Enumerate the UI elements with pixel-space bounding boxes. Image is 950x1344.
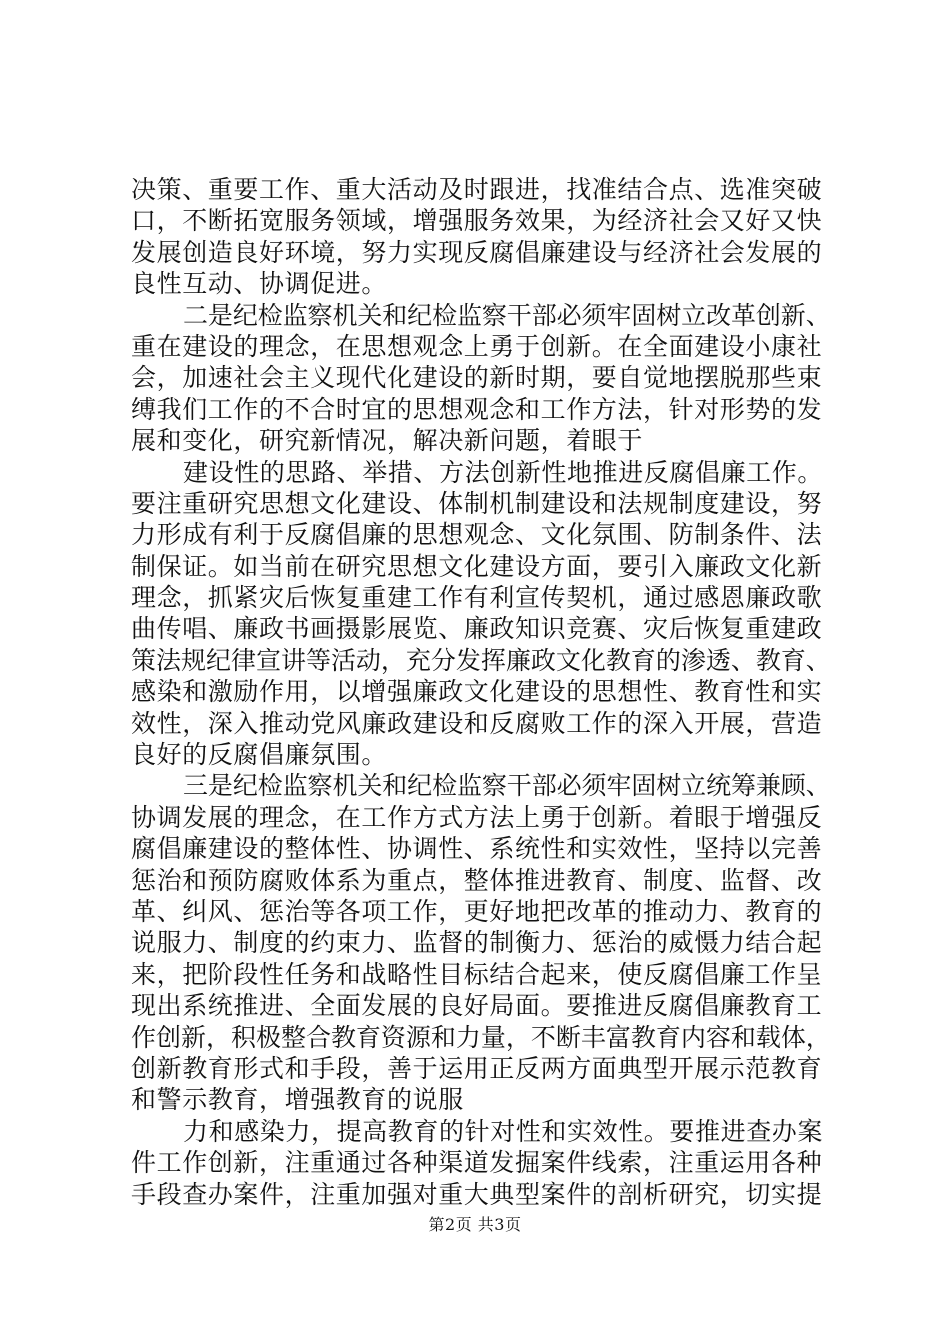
text-line: 来，把阶段性任务和战略性目标结合起来，使反腐倡廉工作呈	[131, 959, 823, 989]
text-line: 创新教育形式和手段，善于运用正反两方面典型开展示范教育	[131, 1053, 823, 1083]
text-line: 展和变化，研究新情况，解决新问题，着眼于	[131, 426, 644, 456]
text-line: 协调发展的理念，在工作方式方法上勇于创新。着眼于增强反	[131, 802, 823, 832]
text-line: 缚我们工作的不合时宜的思想观念和工作方法，针对形势的发	[131, 394, 823, 424]
text-line: 现出系统推进、全面发展的良好局面。要推进反腐倡廉教育工	[131, 991, 823, 1021]
text-line: 制保证。如当前在研究思想文化建设方面，要引入廉政文化新	[131, 551, 823, 581]
text-line: 发展创造良好环境，努力实现反腐倡廉建设与经济社会发展的	[131, 237, 823, 267]
text-line: 口，不断拓宽服务领域，增强服务效果，为经济社会又好又快	[131, 206, 823, 236]
text-line: 作创新，积极整合教育资源和力量，不断丰富教育内容和载体，	[131, 1022, 831, 1052]
text-line: 良好的反腐倡廉氛围。	[131, 740, 388, 770]
text-line: 力和感染力，提高教育的针对性和实效性。要推进查办案	[183, 1116, 824, 1146]
text-line: 效性，深入推动党风廉政建设和反腐败工作的深入开展，营造	[131, 708, 823, 738]
text-line: 决策、重要工作、重大活动及时跟进，找准结合点、选准突破	[131, 175, 823, 204]
text-line: 要注重研究思想文化建设、体制机制建设和法规制度建设，努	[131, 488, 823, 518]
text-line: 重在建设的理念，在思想观念上勇于创新。在全面建设小康社	[131, 331, 823, 361]
text-line: 腐倡廉建设的整体性、协调性、系统性和实效性，坚持以完善	[131, 834, 823, 864]
text-line: 良性互动、协调促进。	[131, 269, 388, 299]
text-line: 建设性的思路、举措、方法创新性地推进反腐倡廉工作。	[183, 457, 824, 487]
text-line: 曲传唱、廉政书画摄影展览、廉政知识竞赛、灾后恢复重建政	[131, 614, 823, 644]
text-line: 革、纠风、惩治等各项工作，更好地把改革的推动力、教育的	[131, 896, 823, 926]
text-line: 感染和激励作用，以增强廉政文化建设的思想性、教育性和实	[131, 677, 823, 707]
text-line: 力形成有利于反腐倡廉的思想观念、文化氛围、防制条件、法	[131, 520, 823, 550]
text-line: 件工作创新，注重通过各种渠道发掘案件线索，注重运用各种	[131, 1148, 823, 1178]
text-line: 和警示教育，增强教育的说服	[131, 1085, 464, 1115]
text-line: 惩治和预防腐败体系为重点，整体推进教育、制度、监督、改	[131, 865, 823, 895]
text-line: 理念，抓紧灾后恢复重建工作有利宣传契机，通过感恩廉政歌	[131, 583, 823, 613]
text-line: 说服力、制度的约束力、监督的制衡力、惩治的威慑力结合起	[131, 928, 823, 958]
document-body	[131, 174, 831, 1210]
text-line: 二是纪检监察机关和纪检监察干部必须牢固树立改革创新、	[183, 300, 831, 330]
text-line: 三是纪检监察机关和纪检监察干部必须牢固树立统筹兼顾、	[183, 771, 831, 801]
text-line: 手段查办案件，注重加强对重大典型案件的剖析研究，切实提	[131, 1179, 823, 1209]
text-line: 会，加速社会主义现代化建设的新时期，要自觉地摆脱那些束	[131, 363, 823, 393]
text-line: 策法规纪律宣讲等活动，充分发挥廉政文化教育的渗透、教育、	[131, 645, 831, 675]
page-footer: 第2页 共3页	[428, 1215, 522, 1234]
